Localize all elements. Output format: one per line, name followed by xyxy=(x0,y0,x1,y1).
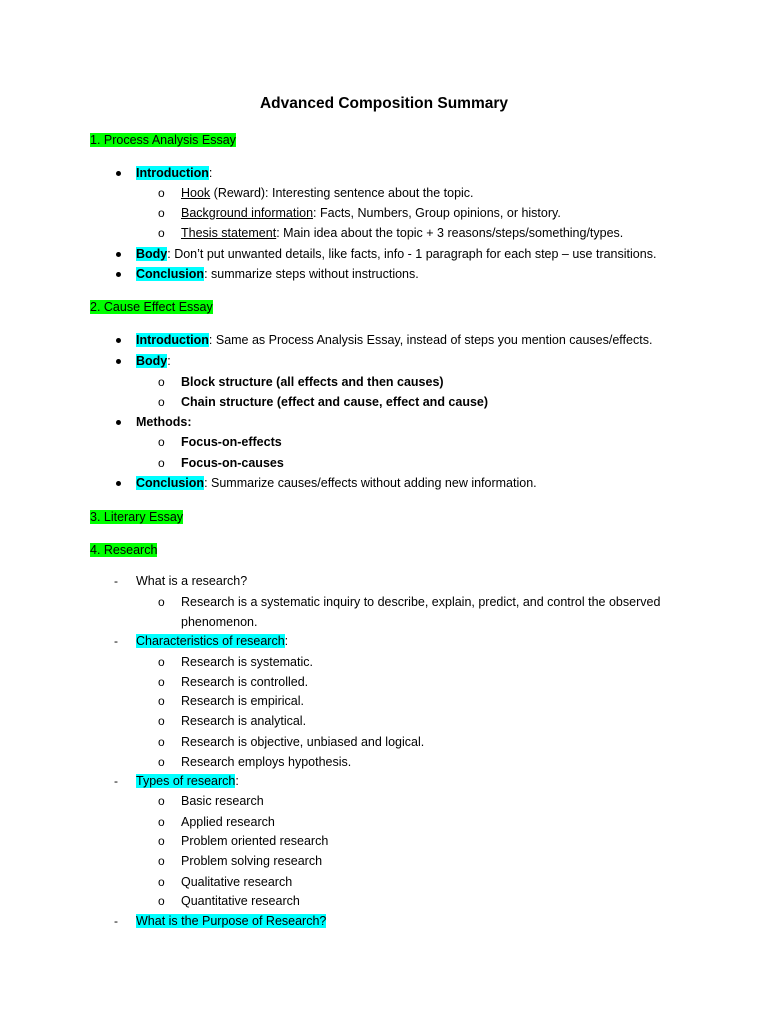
circle-marker: o xyxy=(158,834,165,848)
list-item-background: Background information: Facts, Numbers, Group opinions, or history. xyxy=(181,206,561,220)
list-item-conclusion: Conclusion: Summarize causes/effects without adding new information. xyxy=(136,476,537,490)
circle-marker: o xyxy=(158,675,165,689)
list-item-hook: Hook (Reward): Interesting sentence about the topic. xyxy=(181,186,474,200)
list-item-type: Basic research xyxy=(181,794,264,808)
list-item-type: Problem oriented research xyxy=(181,834,329,848)
list-item-introduction: Introduction: xyxy=(136,166,213,180)
list-item-thesis: Thesis statement: Main idea about the topic + 3 reasons/steps/something/types. xyxy=(181,226,624,240)
section-heading-process: 1. Process Analysis Essay xyxy=(90,133,236,147)
list-item-methods: Methods: xyxy=(136,415,192,429)
list-item-body: Body: Don’t put unwanted details, like facts, info - 1 paragraph for each step – use transitions. xyxy=(136,247,657,261)
circle-marker: o xyxy=(158,894,165,908)
list-item-type: Problem solving research xyxy=(181,854,323,868)
list-item-focus-causes: Focus-on-causes xyxy=(181,456,284,470)
document-title: Advanced Composition Summary xyxy=(259,95,509,112)
list-item-focus-effects: Focus-on-effects xyxy=(181,435,282,449)
list-item-type: Quantitative research xyxy=(181,894,300,908)
list-item-block-structure: Block structure (all effects and then causes) xyxy=(181,375,444,389)
circle-marker: o xyxy=(158,694,165,708)
bullet-marker xyxy=(116,473,121,493)
circle-marker: o xyxy=(158,735,165,749)
list-item-purpose: What is the Purpose of Research? xyxy=(136,914,327,928)
section-heading-research: 4. Research xyxy=(90,543,158,557)
list-item-what-is-research: What is a research? xyxy=(136,574,248,588)
circle-marker: o xyxy=(158,456,165,470)
list-item-definition-line1: Research is a systematic inquiry to describe, explain, predict, and control the observed xyxy=(181,595,661,609)
list-item-introduction: Introduction: Same as Process Analysis Essay, instead of steps you mention causes/effects. xyxy=(136,333,653,347)
bullet-marker xyxy=(116,244,121,264)
circle-marker: o xyxy=(158,854,165,868)
dash-marker: - xyxy=(114,634,118,648)
list-item-type: Qualitative research xyxy=(181,875,293,889)
circle-marker: o xyxy=(158,655,165,669)
circle-marker: o xyxy=(158,875,165,889)
list-item-type: Applied research xyxy=(181,815,275,829)
circle-marker: o xyxy=(158,375,165,389)
circle-marker: o xyxy=(158,755,165,769)
list-item-characteristic: Research is analytical. xyxy=(181,714,307,728)
list-item-definition-line2: phenomenon. xyxy=(181,615,258,629)
list-item-characteristic: Research is empirical. xyxy=(181,694,304,708)
bullet-marker xyxy=(116,264,121,284)
circle-marker: o xyxy=(158,714,165,728)
bullet-marker xyxy=(116,412,121,432)
circle-marker: o xyxy=(158,206,165,220)
list-item-body: Body: xyxy=(136,354,171,368)
bullet-marker xyxy=(116,351,121,371)
circle-marker: o xyxy=(158,395,165,409)
circle-marker: o xyxy=(158,226,165,240)
dash-marker: - xyxy=(114,574,118,588)
list-item-types: Types of research: xyxy=(136,774,239,788)
list-item-characteristics: Characteristics of research: xyxy=(136,634,289,648)
list-item-characteristic: Research is systematic. xyxy=(181,655,313,669)
list-item-characteristic: Research is objective, unbiased and logical. xyxy=(181,735,425,749)
circle-marker: o xyxy=(158,435,165,449)
list-item-characteristic: Research employs hypothesis. xyxy=(181,755,352,769)
circle-marker: o xyxy=(158,815,165,829)
section-heading-literary: 3. Literary Essay xyxy=(90,510,184,524)
dash-marker: - xyxy=(114,914,118,928)
dash-marker: - xyxy=(114,774,118,788)
list-item-chain-structure: Chain structure (effect and cause, effect and cause) xyxy=(181,395,489,409)
section-heading-cause-effect: 2. Cause Effect Essay xyxy=(90,300,213,314)
circle-marker: o xyxy=(158,186,165,200)
list-item-conclusion: Conclusion: summarize steps without instructions. xyxy=(136,267,419,281)
bullet-marker xyxy=(116,163,121,183)
circle-marker: o xyxy=(158,794,165,808)
bullet-marker xyxy=(116,330,121,350)
list-item-characteristic: Research is controlled. xyxy=(181,675,309,689)
circle-marker: o xyxy=(158,595,165,609)
